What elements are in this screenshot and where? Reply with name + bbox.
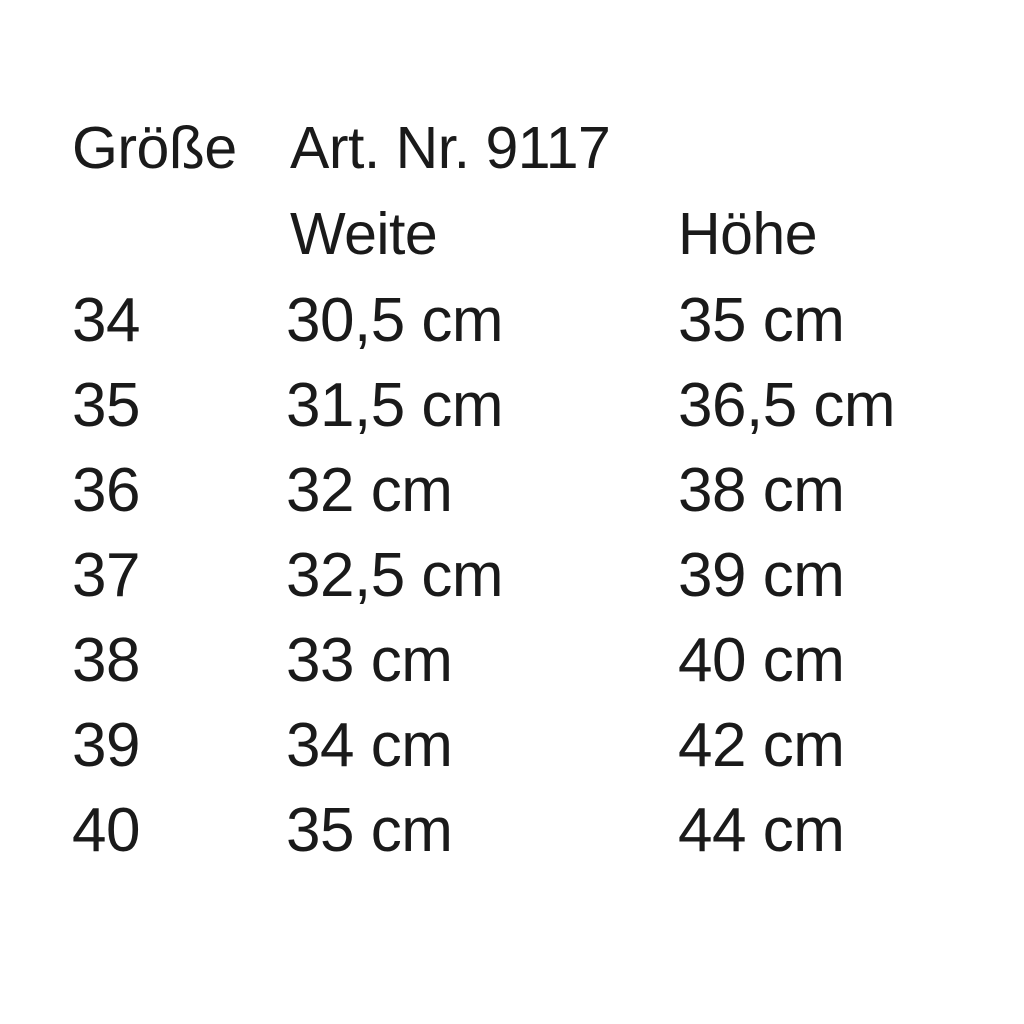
table-row (72, 533, 988, 618)
column-header-width: Weite (290, 201, 438, 267)
table-row (72, 278, 988, 363)
size-chart-table (72, 108, 988, 873)
page-title: Größe (72, 115, 237, 181)
cell-size: 39 (72, 711, 140, 780)
cell-size: 35 (72, 371, 140, 440)
cell-size: 34 (72, 286, 140, 355)
column-header-size (72, 194, 268, 278)
cell-width: 34 cm (286, 711, 453, 780)
cell-height: 42 cm (678, 711, 845, 780)
table-row (72, 788, 988, 873)
cell-width: 33 cm (286, 626, 453, 695)
table-row (72, 618, 988, 703)
cell-height: 38 cm (678, 456, 845, 525)
table-header-row (72, 194, 988, 278)
table-row (72, 448, 988, 533)
cell-height: 40 cm (678, 626, 845, 695)
cell-width: 31,5 cm (286, 371, 504, 440)
cell-height: 36,5 cm (678, 371, 896, 440)
column-header-height: Höhe (678, 201, 818, 267)
cell-size: 37 (72, 541, 140, 610)
cell-width: 35 cm (286, 796, 453, 865)
cell-size: 38 (72, 626, 140, 695)
article-number: Art. Nr. 9117 (290, 115, 611, 181)
cell-width: 30,5 cm (286, 286, 504, 355)
cell-size: 40 (72, 796, 140, 865)
cell-width: 32,5 cm (286, 541, 504, 610)
table-title-row (72, 108, 988, 194)
cell-height: 35 cm (678, 286, 845, 355)
cell-width: 32 cm (286, 456, 453, 525)
cell-size: 36 (72, 456, 140, 525)
table-row (72, 363, 988, 448)
cell-height: 39 cm (678, 541, 845, 610)
table-row (72, 703, 988, 788)
cell-height: 44 cm (678, 796, 845, 865)
